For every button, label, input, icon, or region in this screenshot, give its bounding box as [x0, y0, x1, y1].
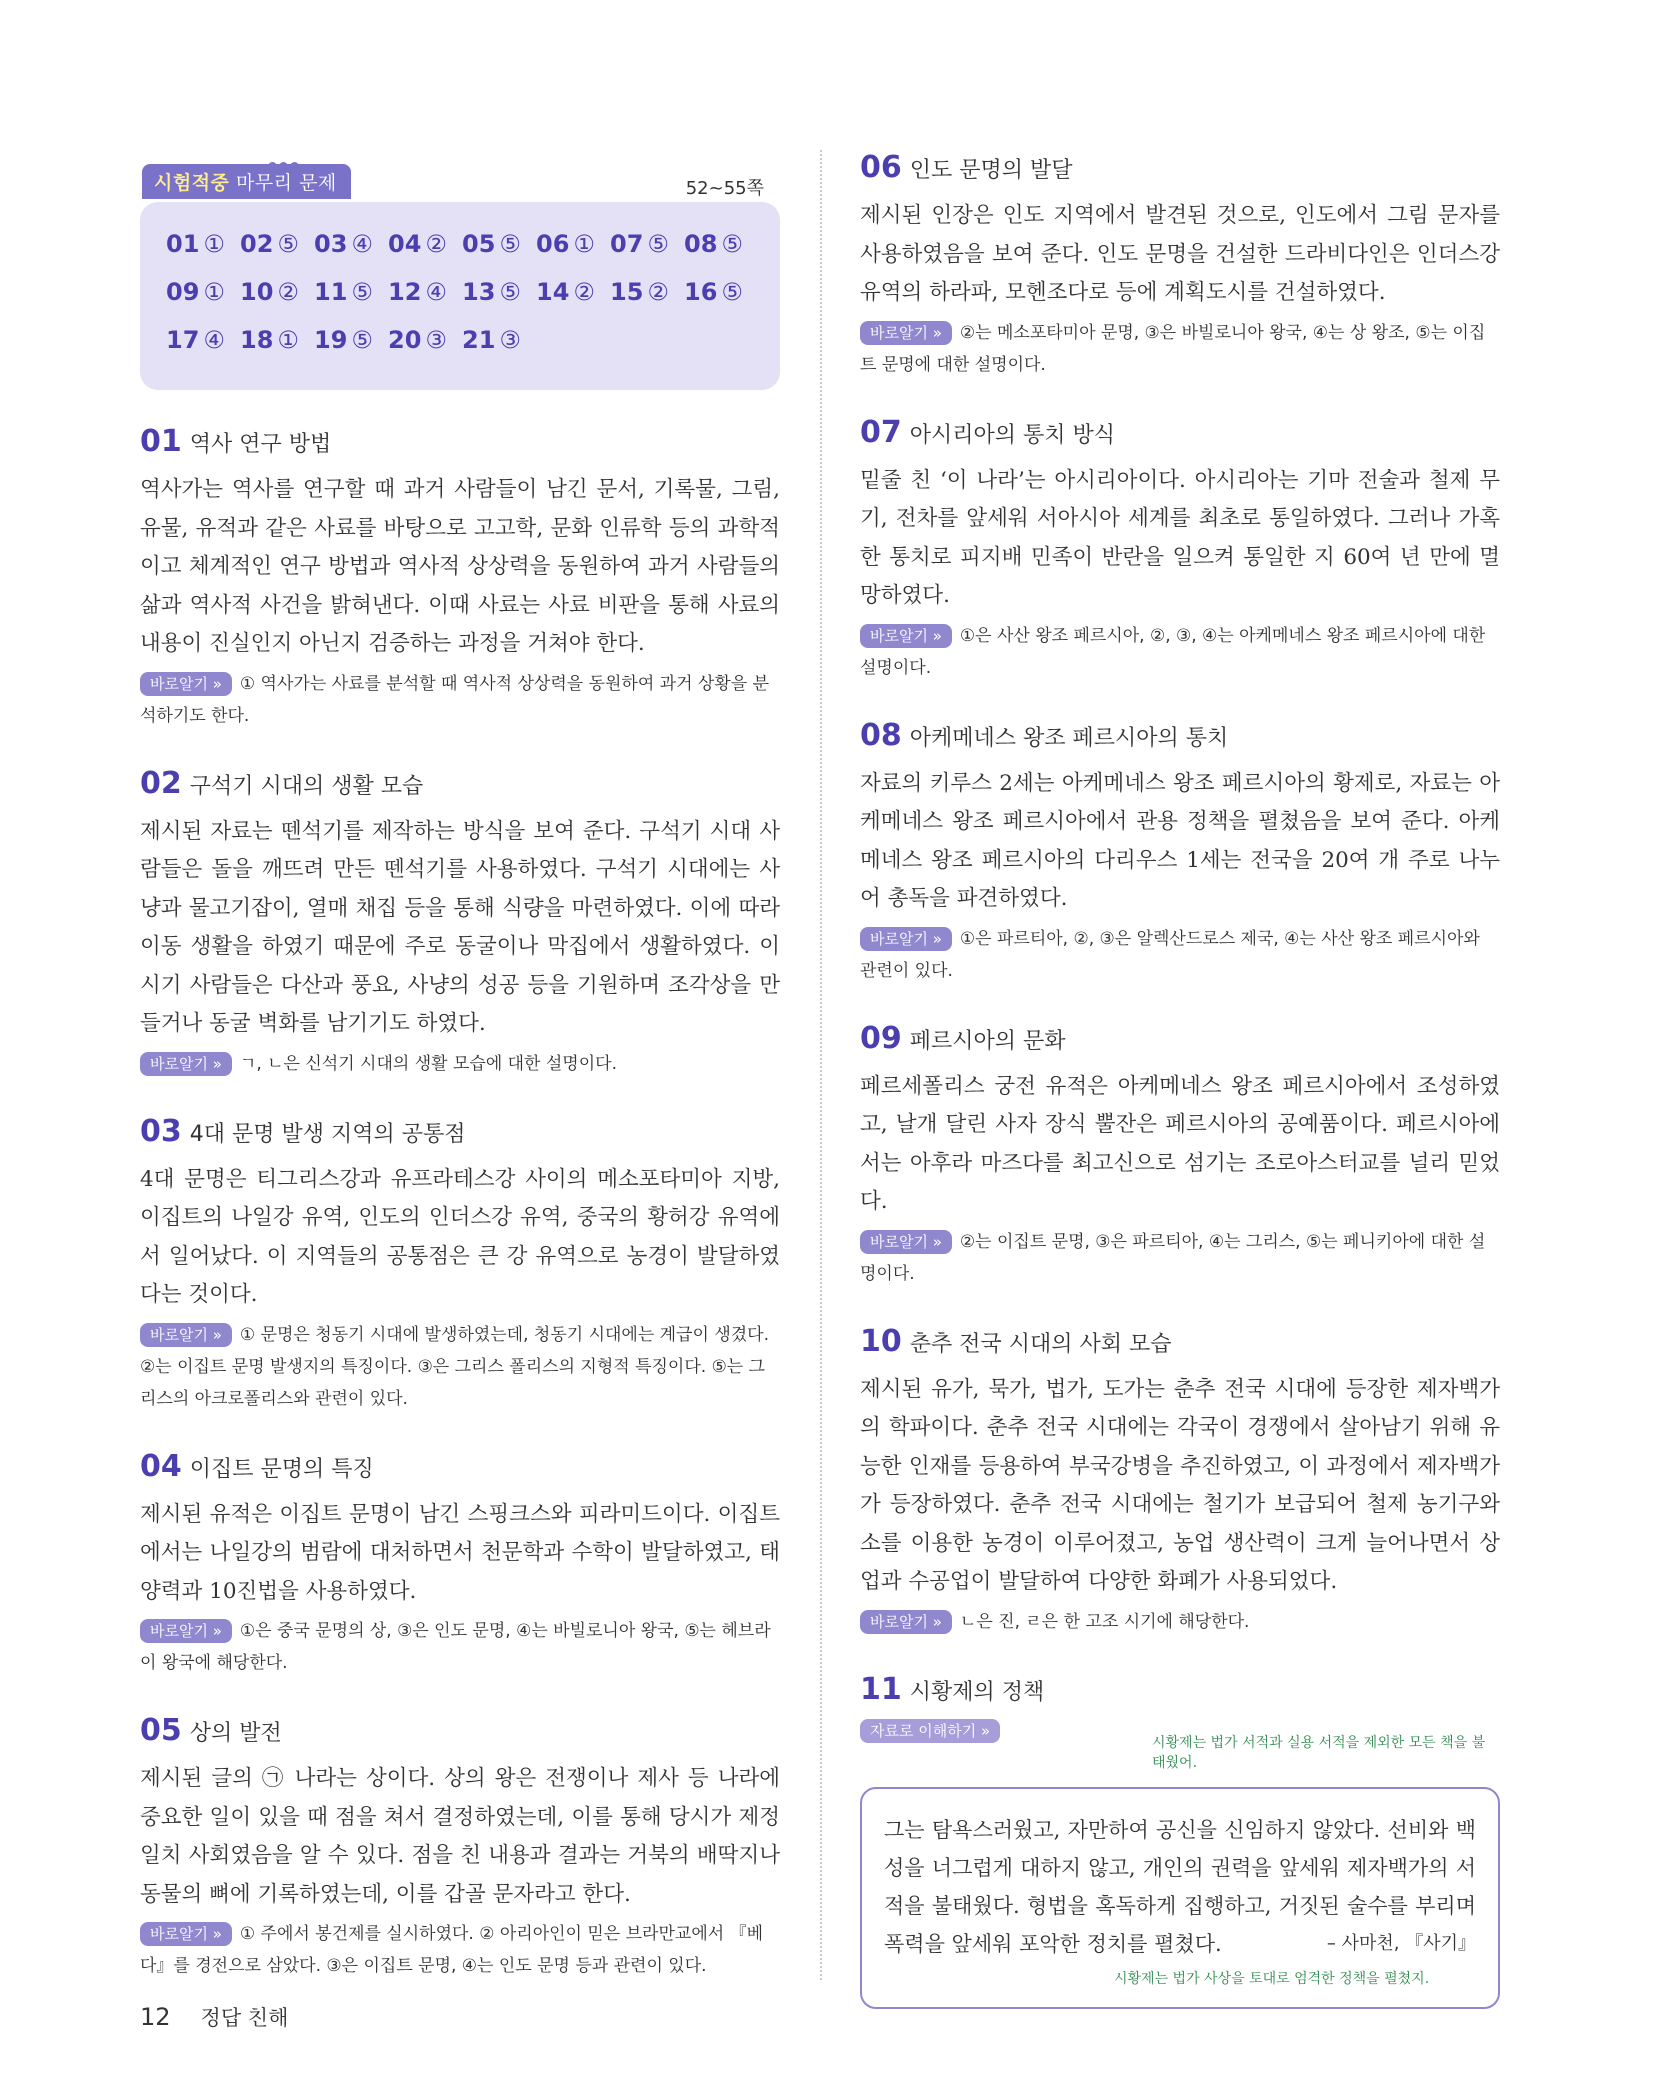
section-10 [860, 1324, 1500, 1638]
answer-item: 05 ⑤ [462, 230, 521, 258]
section-body: 4대 문명은 티그리스강과 유프라테스강 사이의 메소포타미아 지방, 이집트의 나일강 유역, 인도의 인더스강 유역, 중국의 황허강 유역에서 일어났다. 이 지역들의 공통점은 큰 강 유역으로 농경이 발달하였다는 것이다. [140, 1166, 780, 1307]
source-quote-box [860, 1734, 1500, 2009]
note-badge: 바로알기 » [860, 624, 952, 648]
answer-item: 20 ③ [388, 326, 447, 354]
correction-note: 바로알기 » ②는 메소포타미아 문명, ③은 바빌로니아 왕국, ④는 상 왕조, ⑤는 이집트 문명에 대한 설명이다. [860, 322, 1486, 375]
answer-item: 08 ⑤ [684, 230, 743, 258]
note-badge: 바로알기 » [860, 927, 952, 951]
note-badge: 바로알기 » [140, 672, 232, 696]
section-body: 제시된 인장은 인도 지역에서 발견된 것으로, 인도에서 그림 문자를 사용하였음을 보여 준다. 인도 문명을 건설한 드라비다인은 인더스강 유역의 하라파, 모헨조다로 등에 계획도시를 건설하였다. [860, 203, 1500, 305]
section-body: 역사가는 역사를 연구할 때 과거 사람들이 남긴 문서, 기록물, 그림, 유물, 유적과 같은 사료를 바탕으로 고고학, 문화 인류학 등의 과학적이고 체계적인 연구 방법과 역사적 상상력을 동원하여 과거 사람들의 삶과 역사적 사건을 밝혀낸다. 이때 사료는 사료 비판을 통해 사료의 내용이 진실인지 아닌지 검증하는 과정을 거쳐야 한다. [140, 477, 780, 656]
page-number: 12 [140, 2003, 171, 2031]
section-body: 제시된 유가, 묵가, 법가, 도가는 춘추 전국 시대에 등장한 제자백가의 학파이다. 춘추 전국 시대에는 각국이 경쟁에서 살아남기 위해 유능한 인재를 등용하여 부국강병을 추진하였고, 이 과정에서 제자백가가 등장하였다. 춘추 전국 시대에는 철기가 보급되어 철제 농기구와 소를 이용한 농경이 이루어졌고, 농업 생산력이 크게 늘어나면서 상업과 수공업이 발달하여 다양한 화폐가 사용되었다. [860, 1376, 1500, 1594]
section-03 [140, 1114, 780, 1415]
note-badge: 바로알기 » [140, 1922, 232, 1946]
section-04 [140, 1449, 780, 1680]
section-heading: 03 4대 문명 발생 지역의 공통점 [140, 1113, 466, 1149]
page-range: 52~55쪽 [685, 178, 764, 199]
section-05 [140, 1713, 780, 1982]
annotation-bottom: 시황제는 법가 사상을 토대로 엄격한 정책을 펼쳤지. [1114, 1970, 1430, 1987]
note-badge: 바로알기 » [140, 1323, 232, 1347]
section-02 [140, 766, 780, 1080]
section-body: 자료의 키루스 2세는 아케메네스 왕조 페르시아의 황제로, 자료는 아케메네스 왕조 페르시아에서 관용 정책을 펼쳤음을 보여 준다. 아케메네스 왕조 페르시아의 다리우스 1세는 전국을 20여 개 주로 나누어 총독을 파견하였다. [860, 770, 1500, 911]
section-heading: 04 이집트 문명의 특징 [140, 1448, 374, 1484]
answer-row [166, 230, 758, 258]
section-heading: 08 아케메네스 왕조 페르시아의 통치 [860, 717, 1229, 753]
column-divider [820, 150, 822, 1980]
section-06 [860, 150, 1500, 381]
section-01 [140, 424, 780, 732]
correction-note: 바로알기 » ②는 이집트 문명, ③은 파르티아, ④는 그리스, ⑤는 페니키아에 대한 설명이다. [860, 1231, 1486, 1284]
note-badge: 바로알기 » [140, 1052, 232, 1076]
answer-item: 18 ① [240, 326, 299, 354]
correction-note: 바로알기 » ① 주에서 봉건제를 실시하였다. ② 아리아인이 믿은 브라만교에서 『베다』를 경전으로 삼았다. ③은 이집트 문명, ④는 인도 문명 등과 관련이 있다. [140, 1924, 763, 1976]
answer-item: 09 ① [166, 278, 225, 306]
note-badge: 바로알기 » [140, 1619, 232, 1643]
section-09 [860, 1021, 1500, 1290]
correction-note: 바로알기 » ① 역사가는 사료를 분석할 때 역사적 상상력을 동원하여 과거 상황을 분석하기도 한다. [140, 673, 769, 726]
answer-item: 03 ④ [314, 230, 373, 258]
answer-item: 16 ⑤ [684, 278, 743, 306]
source-attribution: – 사마천, 『사기』 [1326, 1932, 1476, 1954]
answer-item: 02 ⑤ [240, 230, 299, 258]
section-body: 밑줄 친 ‘이 나라’는 아시리아이다. 아시리아는 기마 전술과 철제 무기, 전차를 앞세워 서아시아 세계를 최초로 통일하였다. 그러나 가혹한 통치로 피지배 민족이 반란을 일으켜 통일한 지 60여 년 만에 멸망하였다. [860, 467, 1500, 608]
page-footer [140, 2002, 288, 2032]
note-badge: 바로알기 » [860, 1610, 952, 1634]
answer-item: 11 ⑤ [314, 278, 373, 306]
section-heading: 06 인도 문명의 발달 [860, 150, 1073, 185]
section-tag: 시험적중 마무리 문제 [142, 164, 351, 199]
answer-item: 19 ⑤ [314, 326, 373, 354]
answer-item: 04 ② [388, 230, 447, 258]
section-heading: 11 시황제의 정책 [860, 1671, 1045, 1707]
section-body: 제시된 글의 ㉠ 나라는 상이다. 상의 왕은 전쟁이나 제사 등 나라에 중요한 일이 있을 때 점을 쳐서 결정하였는데, 이를 통해 당시가 제정일치 사회였음을 알 수 있다. 점을 친 내용과 결과는 거북의 배딱지나 동물의 뼈에 기록하였는데, 이를 갑골 문자라고 한다. [140, 1766, 780, 1907]
answer-header [140, 150, 780, 200]
correction-note: 바로알기 » ① 문명은 청동기 시대에 발생하였는데, 청동기 시대에는 계급이 생겼다. ②는 이집트 문명 발생지의 특징이다. ③은 그리스 폴리스의 지형적 특징이다. ⑤는 그리스의 아크로폴리스와 관련이 있다. [140, 1324, 769, 1409]
source-badge: 자료로 이해하기 » [860, 1719, 1000, 1743]
answer-item: 10 ② [240, 278, 299, 306]
section-heading: 07 아시리아의 통치 방식 [860, 414, 1116, 450]
correction-note: 바로알기 » ①은 중국 문명의 상, ③은 인도 문명, ④는 바빌로니아 왕국, ⑤는 헤브라이 왕국에 해당한다. [140, 1621, 771, 1673]
answer-item: 01 ① [166, 230, 225, 258]
answer-item: 14 ② [536, 278, 595, 306]
right-column [860, 150, 1500, 2009]
left-column [140, 150, 780, 1982]
correction-note: 바로알기 » ①은 사산 왕조 페르시아, ②, ③, ④는 아케메네스 왕조 페르시아에 대한 설명이다. [860, 625, 1486, 678]
section-heading: 09 페르시아의 문화 [860, 1020, 1066, 1056]
section-07 [860, 415, 1500, 684]
section-body: 제시된 자료는 뗀석기를 제작하는 방식을 보여 준다. 구석기 시대 사람들은 돌을 깨뜨려 만든 뗀석기를 사용하였다. 구석기 시대에는 사냥과 물고기잡이, 열매 채집 등을 통해 식량을 마련하였다. 이에 따라 이동 생활을 하였기 때문에 주로 동굴이나 막집에서 생활하였다. 이 시기 사람들은 다산과 풍요, 사냥의 성공 등을 기원하며 조각상을 만들거나 동굴 벽화를 남기기도 하였다. [140, 818, 780, 1036]
section-08 [860, 718, 1500, 987]
answer-item: 13 ⑤ [462, 278, 521, 306]
source-area [860, 1719, 1500, 2009]
note-badge: 바로알기 » [860, 1230, 952, 1254]
annotation-top: 시황제는 법가 서적과 실용 서적을 제외한 모든 책을 불태웠어. [1152, 1734, 1486, 1771]
section-body: 페르세폴리스 궁전 유적은 아케메네스 왕조 페르시아에서 조성하였고, 날개 달린 사자 장식 뿔잔은 페르시아의 공예품이다. 페르시아에서는 아후라 마즈다를 최고신으로 섬기는 조로아스터교를 널리 믿었다. [860, 1073, 1500, 1214]
section-heading: 10 춘추 전국 시대의 사회 모습 [860, 1323, 1172, 1359]
answer-item: 21 ③ [462, 326, 521, 354]
note-badge: 바로알기 » [860, 321, 952, 345]
source-quote: 그는 탐욕스러웠고, 자만하여 공신을 신임하지 않았다. 선비와 백성을 너그럽게 대하지 않고, 개인의 권력을 앞세워 제자백가의 서적을 불태웠다. 형법을 혹독하게 집행하고, 거짓된 술수를 부리며 폭력을 앞세워 포악한 정치를 펼쳤다. – 사마천, 『사기』 [884, 1811, 1476, 1963]
answer-item: 12 ④ [388, 278, 447, 306]
section-body: 제시된 유적은 이집트 문명이 남긴 스핑크스와 피라미드이다. 이집트에서는 나일강의 범람에 대처하면서 천문학과 수학이 발달하였고, 태양력과 10진법을 사용하였다. [140, 1501, 780, 1604]
section-11 [860, 1672, 1500, 2009]
answer-item: 15 ② [610, 278, 669, 306]
correction-note: 바로알기 » ㄴ은 진, ㄹ은 한 고조 시기에 해당한다. [860, 1606, 1500, 1638]
answer-item: 06 ① [536, 230, 595, 258]
answer-row [166, 278, 758, 306]
answer-key-box [140, 202, 780, 390]
answer-row [166, 326, 758, 354]
section-heading: 02 구석기 시대의 생활 모습 [140, 765, 424, 801]
correction-note: 바로알기 » ㄱ, ㄴ은 신석기 시대의 생활 모습에 대한 설명이다. [140, 1048, 780, 1080]
section-heading: 05 상의 발전 [140, 1713, 282, 1748]
answer-item: 07 ⑤ [610, 230, 669, 258]
correction-note: 바로알기 » ①은 파르티아, ②, ③은 알렉산드로스 제국, ④는 사산 왕조 페르시아와 관련이 있다. [860, 928, 1480, 981]
answer-item: 17 ④ [166, 326, 225, 354]
footer-label: 정답 친해 [200, 2006, 289, 2030]
section-heading: 01 역사 연구 방법 [140, 424, 332, 459]
